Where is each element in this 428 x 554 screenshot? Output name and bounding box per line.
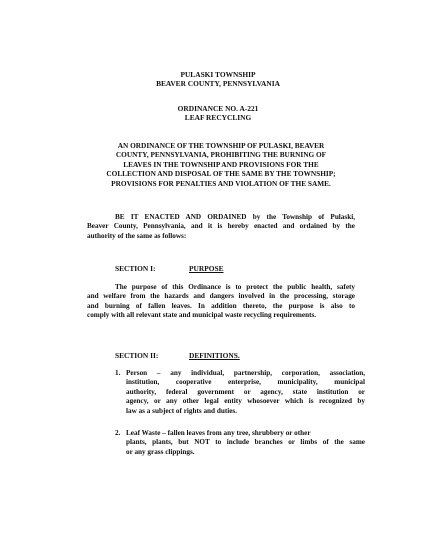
- enactment-line: Beaver County, Pennsylvania, and it is hereby enacted and ordained by the: [87, 222, 355, 231]
- township-name: PULASKI TOWNSHIP: [180, 70, 256, 79]
- section-1-line: comply with all relevant state and municipal waste recycling requirements.: [87, 311, 317, 320]
- definition-line: agency, or any other legal entity whosoever which is recognized by: [126, 397, 365, 406]
- section-1-line: The purpose of this Ordinance is to protect the public health, safety: [115, 283, 355, 291]
- definition-line: law as a subject of rights and duties.: [126, 406, 238, 415]
- definition-line: authority, federal government or agency, state institution or: [126, 387, 365, 396]
- list-marker: 1.: [115, 369, 121, 377]
- definition-line: Leaf Waste – fallen leaves from any tree, shrubbery or other: [126, 429, 311, 437]
- definition-list-item: [115, 429, 365, 457]
- preamble-line: COLLECTION AND DISPOSAL OF THE SAME BY THE TOWNSHIP;: [106, 169, 336, 179]
- preamble: [86, 141, 356, 188]
- enactment-line: authority of the same as follows:: [87, 231, 187, 240]
- definition-line: Person – any individual, partnership, corporation, association,: [126, 369, 365, 377]
- section-1-line: and welfare from the hazards and dangers involved in the processing, storage: [87, 292, 355, 301]
- ordinance-number: ORDINANCE NO. A-221: [177, 104, 259, 113]
- definition-line: institution, cooperative enterprise, municipality, municipal: [126, 378, 365, 387]
- definition-line: plants, plants, but NOT to include branches or limbs of the same: [126, 438, 365, 447]
- preamble-line: COUNTY, PENNSYLVANIA, PROHIBITING THE BURNING OF: [115, 150, 327, 160]
- enactment-clause: [87, 213, 355, 241]
- section-2-title: DEFINITIONS.: [189, 351, 240, 360]
- list-marker: 2.: [115, 429, 121, 437]
- section-1-heading: [115, 264, 224, 273]
- section-2-number: SECTION II:: [115, 351, 159, 360]
- section-1-line: and burning of fallen leaves. In addition thereto, the purpose is also to: [87, 301, 355, 310]
- definition-list-item: [115, 369, 365, 416]
- ordinance-subject: LEAF RECYCLING: [184, 113, 252, 122]
- section-2-heading: [115, 351, 240, 360]
- county-name: BEAVER COUNTY, PENNSYLVANIA: [156, 79, 280, 88]
- section-1-number: SECTION I:: [115, 264, 156, 273]
- document-header: [80, 70, 356, 88]
- preamble-line: LEAVES IN THE TOWNSHIP AND PROVISIONS FOR THE: [123, 159, 319, 169]
- preamble-line: AN ORDINANCE OF THE TOWNSHIP OF PULASKI, BEAVER: [117, 141, 325, 150]
- preamble-line: PROVISIONS FOR PENALTIES AND VIOLATION OF THE SAME.: [111, 178, 331, 188]
- section-1-body: [87, 283, 355, 321]
- definition-line: or any grass clippings.: [126, 447, 195, 456]
- ordinance-heading: [80, 104, 356, 122]
- section-1-title: PURPOSE: [189, 264, 224, 273]
- enactment-line: BE IT ENACTED AND ORDAINED by the Township of Pulaski,: [115, 213, 355, 221]
